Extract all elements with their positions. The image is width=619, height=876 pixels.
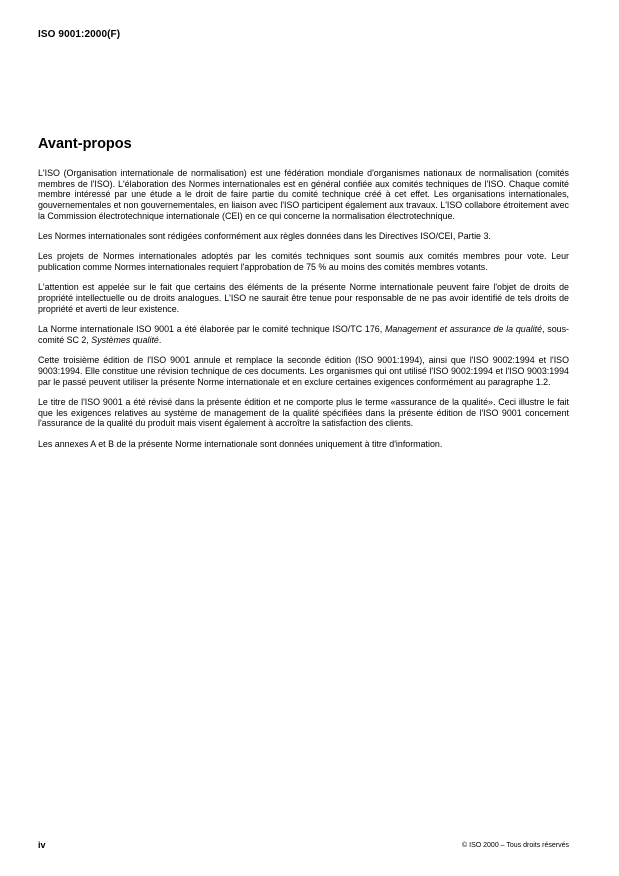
subcommittee-name-italic: Systèmes qualité [91,334,159,345]
paragraph-patent-rights: L'attention est appelée sur le fait que certains des éléments de la présente Norme internationale peuvent faire l'objet de droits de propriété intellectuelle ou de droits analogues. L'ISO ne saurait être tenue pour responsable de ne pas avoir identifié de tels droits de propriété et averti de leur existence. [38,282,569,314]
foreword-body [38,168,569,459]
page-number: iv [38,840,46,850]
paragraph-directives: Les Normes internationales sont rédigées conformément aux règles données dans les Directives ISO/CEI, Partie 3. [38,231,491,242]
committee-name-italic: Management et assurance de la qualité [384,324,543,335]
paragraph-annexes: Les annexes A et B de la présente Norme internationale sont données uniquement à titre d'information. [38,438,443,449]
paragraph-committee [38,324,569,345]
committee-text-3: . [158,334,162,345]
copyright-notice: © ISO 2000 – Tous droits réservés [462,842,569,849]
paragraph-title-revision: Le titre de l'ISO 9001 a été révisé dans la présente édition et ne comporte plus le terme «assurance de la qualité». Ceci illustre le fait que les exigences relatives au système de management de la qualité spécifiées dans la présente édition de l'ISO 9001 concernent l'assurance de la qualité du produit mais visent également à accroître la satisfaction des clients. [38,396,569,429]
page-title: Avant-propos [38,136,132,152]
committee-text-2: , sous-comité SC 2, [38,324,569,345]
document-id-header: ISO 9001:2000(F) [38,29,121,40]
paragraph-iso-intro: L'ISO (Organisation internationale de normalisation) est une fédération mondiale d'organismes nationaux de normalisation (comités membres de l'ISO). L'élaboration des Normes internationales est en général confiée aux comités techniques de l'ISO. Chaque comité membre intéressé par une étude a le droit de faire partie du comité technique créé à cet effet. Les organisations internationales, gouvernementales et non gouvernementales, en liaison avec l'ISO participent également aux travaux. L'ISO collabore étroitement avec la Commission électrotechnique internationale (CEI) en ce qui concerne la normalisation électrotechnique. [38,168,569,221]
paragraph-edition: Cette troisième édition de l'ISO 9001 annule et remplace la seconde édition (ISO 9001:1994), ainsi que l'ISO 9002:1994 et l'ISO 9003:1994. Elle constitue une révision technique de ces documents. Les organismes qui ont utilisé l'ISO 9002:1994 et l'ISO 9003:1994 par le passé peuvent utiliser la présente Norme internationale et en exclure certaines exigences conformément au paragraphe 1.2. [38,355,569,387]
committee-text-1: La Norme internationale ISO 9001 a été élaborée par le comité technique ISO/TC 176, [38,324,385,335]
paragraph-approval-vote: Les projets de Normes internationales adoptés par les comités techniques sont soumis aux comités membres pour vote. Leur publication comme Normes internationales requiert l'approbation de 75 % au moins des comités membres votants. [38,251,569,273]
